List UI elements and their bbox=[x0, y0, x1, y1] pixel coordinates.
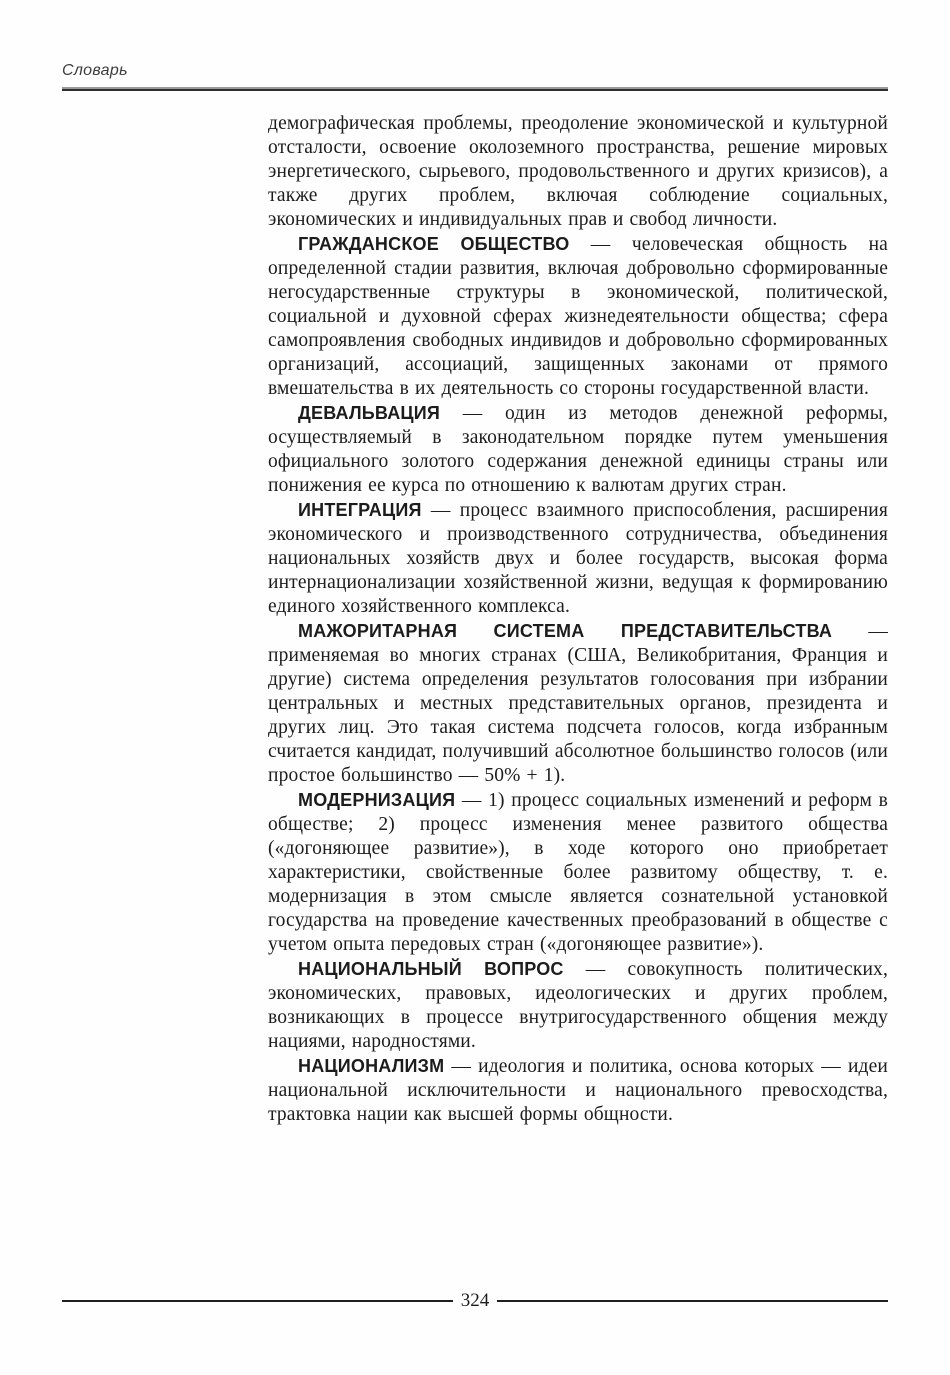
entry-term: МАЖОРИТАРНАЯ СИСТЕМА ПРЕДСТАВИТЕЛЬСТВА bbox=[298, 621, 833, 641]
page-number: 324 bbox=[460, 1290, 490, 1311]
running-head-title: Словарь bbox=[62, 62, 128, 79]
entry-term: НАЦИОНАЛИЗМ bbox=[298, 1056, 445, 1076]
entry-text: — совокупность политических, экономических, правовых, идеологических и других проблем, возникающих в процессе внутригосударственного общения между нациями, народностями. bbox=[268, 959, 888, 1052]
entry-term: ДЕВАЛЬВАЦИЯ bbox=[298, 403, 441, 423]
entry-term: ГРАЖДАНСКОЕ ОБЩЕСТВО bbox=[298, 234, 570, 254]
entry-term: МОДЕРНИЗАЦИЯ bbox=[298, 790, 456, 810]
header-rule bbox=[62, 87, 888, 91]
entry-term: НАЦИОНАЛЬНЫЙ ВОПРОС bbox=[298, 959, 564, 979]
dictionary-entry bbox=[268, 957, 888, 1054]
page-footer bbox=[62, 1290, 888, 1312]
entry-term: ИНТЕГРАЦИЯ bbox=[298, 500, 422, 520]
footer-rule-right bbox=[497, 1300, 888, 1302]
entry-text: демографическая проблемы, преодоление экономической и культурной отсталости, освоение околоземного пространства, решение мировых энергетического, сырьевого, продовольственного и других кризисов), а также других проблем, включая соблюдение социальных, экономических и индивидуальных прав и свобод личности. bbox=[268, 113, 888, 230]
entry-text: — один из методов денежной реформы, осуществляемый в законодательном порядке путем уменьшения официального золотого содержания денежной единицы страны или понижения ее курса по отношению к валютам других стран. bbox=[268, 403, 888, 496]
footer-rule-left bbox=[62, 1300, 453, 1302]
entry-text: — 1) процесс социальных изменений и реформ в обществе; 2) процесс изменения менее развитого общества («догоняющее развитие»), в ходе которого оно приобретает характеристики, свойственные более развитому обществу, т. е. модернизация в этом смысле является сознательной установкой государства на проведение качественных преобразований в обществе с учетом опыта передовых стран («догоняющее развитие»). bbox=[268, 790, 888, 955]
dictionary-entry bbox=[268, 788, 888, 957]
entry-text: — человеческая общность на определенной стадии развития, включая добровольно сформированные негосударственные структуры в экономической, политической, социальной и духовной сферах жизнедеятельности общества; сфера самопроявления свободных индивидов и добровольно сформированных организаций, ассоциаций, защищенных законами от прямого вмешательства в их деятельность со стороны государственной власти. bbox=[268, 234, 888, 399]
entry-text: — применяемая во многих странах (США, Великобритания, Франция и другие) система определения результатов голосования при избрании центральных и местных представительных органов, президента и других лиц. Это такая система подсчета голосов, когда избранным считается кандидат, получивший абсолютное большинство голосов (или простое большинство — 50% + 1). bbox=[268, 621, 888, 786]
dictionary-entry bbox=[268, 1054, 888, 1127]
dictionary-entry bbox=[268, 619, 888, 788]
entry-text: — процесс взаимного приспособления, расширения экономического и производственного сотрудничества, объединения национальных хозяйств двух и более государств, высокая форма интернационализации хозяйственной жизни, ведущая к формированию единого хозяйственного комплекса. bbox=[268, 500, 888, 617]
dictionary-entry bbox=[268, 401, 888, 498]
page-header bbox=[62, 62, 888, 91]
continuation-paragraph bbox=[268, 112, 888, 232]
glossary-text-column bbox=[268, 112, 888, 1127]
dictionary-entry bbox=[268, 232, 888, 401]
dictionary-entry bbox=[268, 498, 888, 619]
entry-text: — идеология и политика, основа которых — идеи национальной исключительности и национального превосходства, трактовка нации как высшей формы общности. bbox=[268, 1056, 888, 1125]
